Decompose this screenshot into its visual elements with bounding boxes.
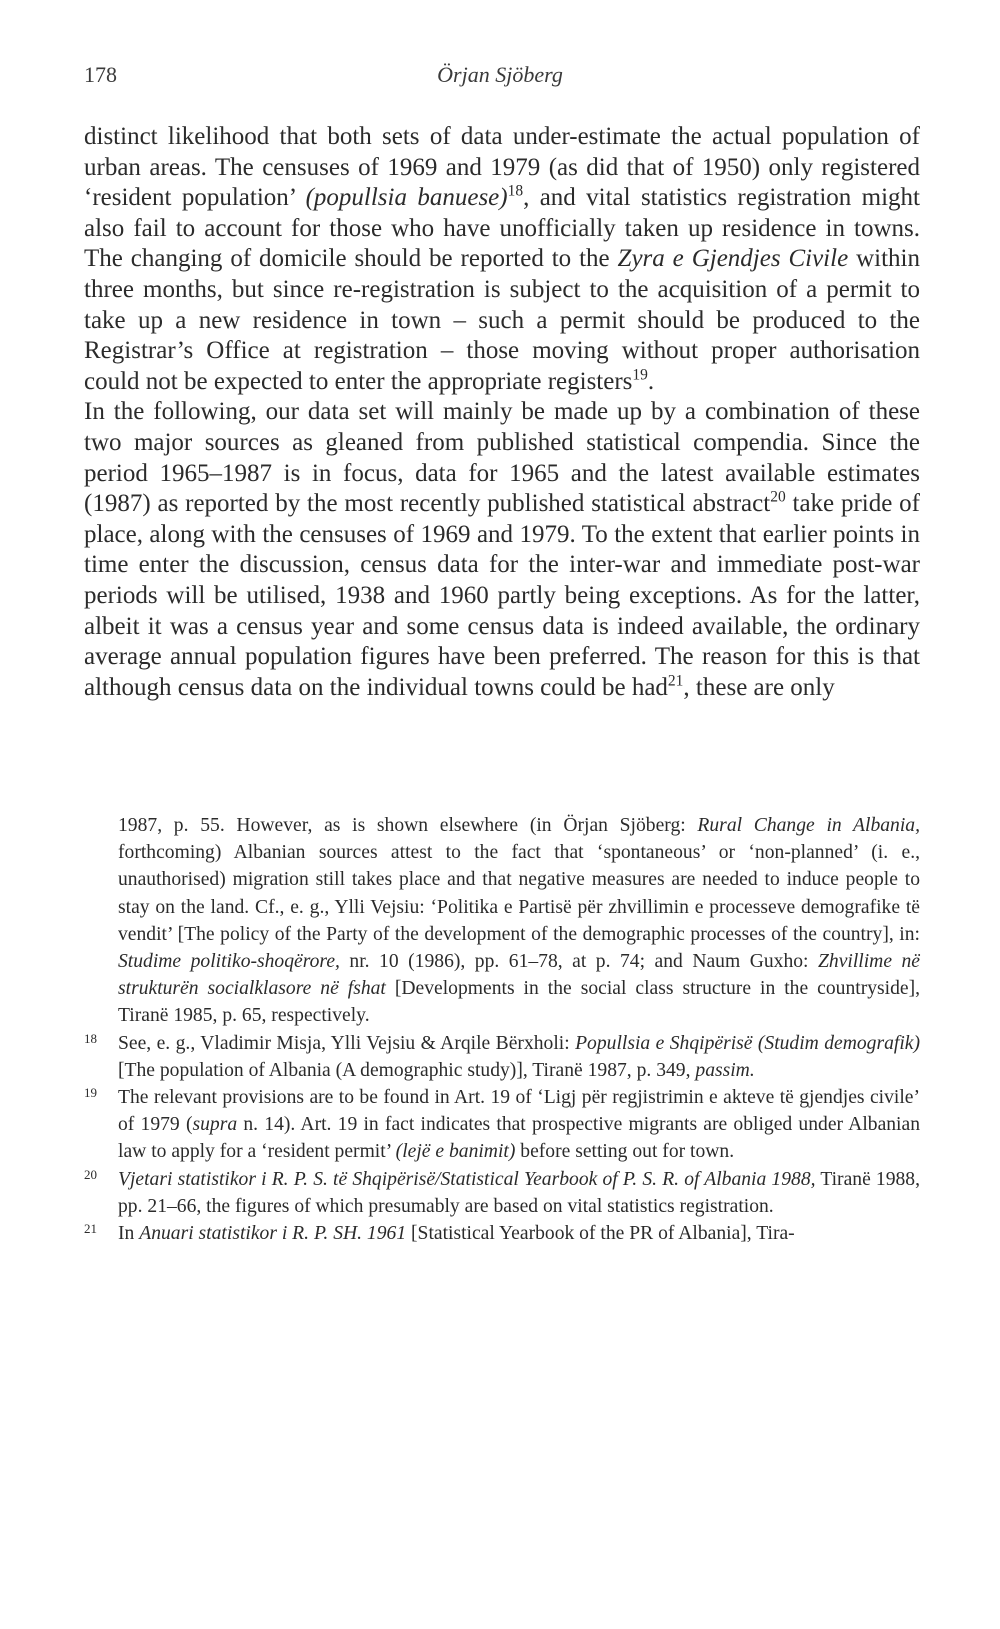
italic-title: Popullsia e Shqipërisë (Studim demografik)	[575, 1032, 921, 1054]
text-run: Tiranë 1988, pp. 21–66, the figures of which presumably are based on vital statistics registration.	[118, 1168, 920, 1217]
footnote-number: 20	[84, 1166, 97, 1182]
italic-title: Vjetari statistikor i R. P. S. të Shqipërisë/Statistical Yearbook of P. S. R. of Albania 1988,	[118, 1168, 816, 1190]
text-run: within three months, but since re-registration is subject to the acquisition of a permit to take up a new residence in town – such a permit should be produced to the Registrar’s Office at registration – those moving without proper authorisation could not be expected to enter the appropriate registers	[84, 245, 920, 395]
text-run: distinct likelihood that both sets of data under-estimate the actual population of urban areas. The censuses of 1969 and 1979 (as did that of 1950) only registered ‘resident population’	[84, 123, 920, 212]
footnote-number: 18	[84, 1030, 97, 1046]
text-run: .	[647, 367, 655, 395]
footnote-ref-19: 19	[632, 366, 648, 384]
page-number: 178	[84, 62, 117, 87]
text-run: n. 14). Art. 19 in fact indicates that prospective migrants are obliged under Albanian law to apply for a ‘resident permit’	[118, 1114, 920, 1163]
text-run: See, e. g., Vladimir Misja, Ylli Vejsiu & Arqile Bërxholi:	[118, 1032, 576, 1054]
italic-title: Zhvillime në strukturën socialklasore në fshat	[118, 951, 921, 1000]
paragraph-1	[84, 122, 920, 397]
text-run: , these are only	[683, 673, 835, 701]
text-run: before setting out for town.	[515, 1141, 735, 1163]
footnotes	[84, 812, 920, 1247]
italic-term: supra	[192, 1114, 238, 1136]
footnote-ref-20: 20	[770, 488, 786, 506]
italic-title: Rural Change in Albania,	[697, 815, 920, 836]
paragraph-2	[84, 397, 920, 703]
italic-term: (lejë e banimit)	[395, 1141, 516, 1163]
text-run: [Developments in the social class structure in the countryside], Tiranë 1985, p. 65, respectively.	[118, 978, 920, 1027]
text-run: In	[118, 1223, 140, 1245]
text-run: take pride of place, along with the censuses of 1969 and 1979. To the extent that earlier points in time enter the discussion, census data for the inter-war and immediate post-war periods will be utilised, 1938 and 1960 partly being exceptions. As for the latter, albeit it was a census year and some census data is indeed available, the ordinary average annual population figures have been preferred. The reason for this is that although census data on the individual towns could be had	[84, 490, 920, 701]
footnote-20	[84, 1166, 920, 1220]
main-text	[84, 122, 920, 703]
text-run: In the following, our data set will mainly be made up by a combination of these two major sources as gleaned from published statistical compendia. Since the period 1965–1987 is in focus, data for 1965 and the latest available estimates (1987) as reported by the most recently published statistical abstract	[84, 398, 920, 518]
text-run: forthcoming) Albanian sources attest to the fact that ‘spontaneous’ or ‘non-planned’ (i. e., unauthorised) migration still takes place and that negative measures are needed to induce people to stay on the land. Cf., e. g., Ylli Vejsiu: ‘Politika e Partisë për zhvillimin e processeve demografike të vendit’ [The policy of the Party of the development of the demographic processes of the country], in:	[118, 842, 920, 945]
footnote-19	[84, 1084, 920, 1166]
footnote-21	[84, 1220, 920, 1247]
text-run: [Statistical Yearbook of the PR of Albania], Tira-	[406, 1223, 795, 1245]
italic-term: (popullsia banuese)	[305, 184, 508, 212]
footnote-17-continued	[118, 812, 920, 1030]
footnote-ref-18: 18	[507, 182, 524, 200]
italic-title: Anuari statistikor i R. P. SH. 1961	[139, 1223, 407, 1245]
text-run: , and vital statistics registration might also fail to account for those who have unofficially taken up residence in towns. The changing of domicile should be reported to the	[84, 184, 920, 273]
italic-term: passim.	[695, 1059, 755, 1081]
footnote-ref-21: 21	[667, 672, 684, 690]
footnote-number: 21	[84, 1221, 97, 1237]
italic-term: Zyra e Gjendjes Civile	[617, 245, 849, 273]
footnote-18	[84, 1030, 921, 1084]
text-run: The relevant provisions are to be found in Art. 19 of ‘Ligj për regjistrimin e akteve të gjendjes civile’ of 1979 (	[118, 1087, 920, 1136]
italic-title: Studime politiko-shoqërore,	[118, 951, 340, 973]
footnote-number: 19	[84, 1085, 97, 1101]
text-run: nr. 10 (1986), pp. 61–78, at p. 74; and Naum Guxho:	[339, 951, 818, 973]
running-head: Örjan Sjöberg	[437, 62, 563, 87]
text-run: [The population of Albania (A demographic study)], Tiranë 1987, p. 349,	[118, 1059, 696, 1081]
page-header	[84, 62, 916, 102]
text-run: 1987, p. 55. However, as is shown elsewhere (in Örjan Sjöberg:	[118, 815, 698, 836]
